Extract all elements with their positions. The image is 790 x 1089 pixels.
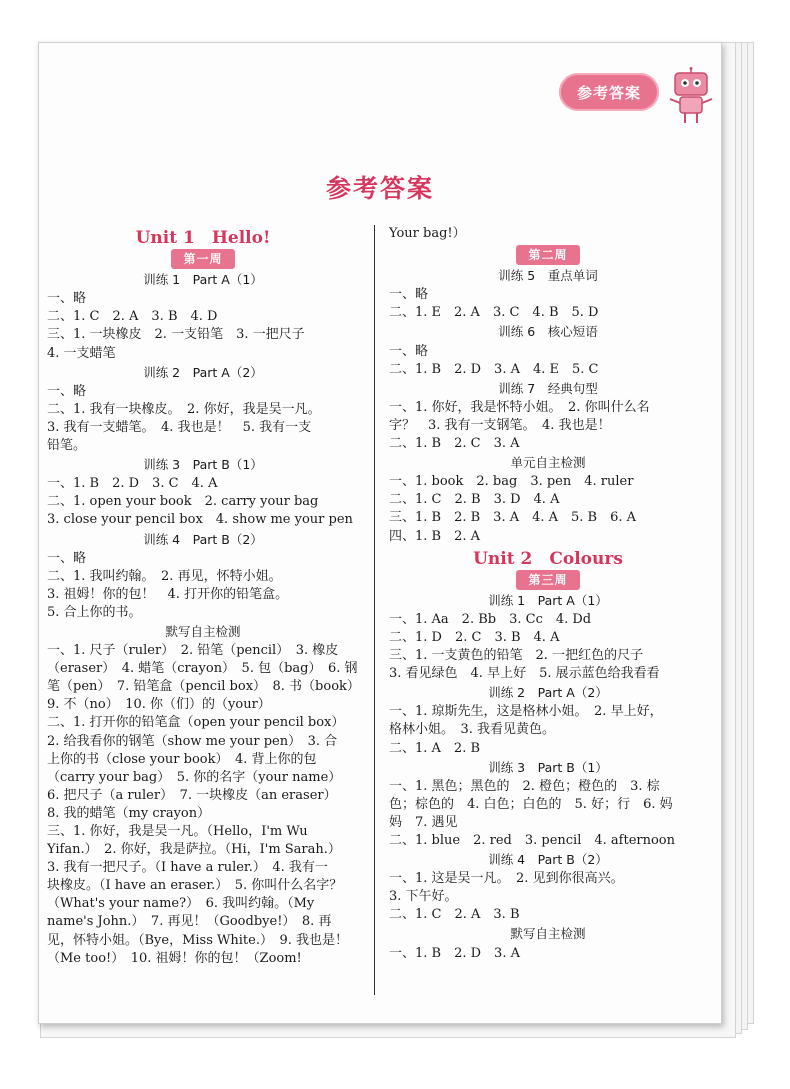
answer-line: 一、1. 尺子（ruler） 2. 铅笔（pencil） 3. 橡皮 bbox=[47, 643, 339, 659]
left-blocks bbox=[47, 271, 359, 968]
answer-line: 二、1. B 2. C 3. A bbox=[389, 436, 520, 452]
answer-line: 二、1. D 2. C 3. B 4. A bbox=[389, 629, 560, 645]
answer-line: 二、1. 我有一块橡皮。 2. 你好，我是吴一凡。 bbox=[47, 401, 321, 417]
section-heading: 训练 3 Part B（1） bbox=[143, 457, 263, 473]
answer-line: 一、1. 这是吴一凡。 2. 见到你很高兴。 bbox=[389, 871, 624, 887]
answer-line: 二、1. C 2. A 3. B bbox=[389, 907, 520, 923]
answer-line: 一、略 bbox=[389, 343, 429, 359]
section-heading: 训练 1 Part A（1） bbox=[143, 272, 263, 288]
answer-line: 2. 给我看你的钢笔（show me your pen） 3. 合 bbox=[47, 733, 338, 749]
answer-line: 二、1. blue 2. red 3. pencil 4. afternoon bbox=[389, 833, 675, 848]
answer-line: 三、1. B 2. B 3. A 4. A 5. B 6. A bbox=[389, 510, 637, 526]
right-blocks-week2 bbox=[389, 267, 707, 545]
answer-line: 3. 祖姆！你的包！ 4. 打开你的铅笔盒。 bbox=[47, 586, 289, 602]
answer-line: 铅笔。 bbox=[47, 438, 87, 454]
answer-line: 三、1. 一块橡皮 2. 一支铅笔 3. 一把尺子 bbox=[47, 327, 305, 343]
section-heading: 默写自主检测 bbox=[510, 926, 586, 942]
answer-line: 一、略 bbox=[47, 291, 87, 307]
answer-line: （carry your bag） 5. 你的名字（your name） bbox=[47, 769, 342, 785]
answer-line: 一、1. B 2. D 3. C 4. A bbox=[47, 476, 218, 492]
answer-line: 一、略 bbox=[389, 287, 429, 303]
answer-line: 上你的书（close your book） 4. 背上你的包 bbox=[47, 751, 317, 767]
answer-line: 一、1. book 2. bag 3. pen 4. ruler bbox=[389, 474, 634, 490]
right-column bbox=[389, 225, 707, 963]
intro-lines bbox=[389, 225, 707, 243]
answer-line: （What's your name?） 6. 我叫约翰。（My bbox=[47, 896, 315, 912]
answer-line: 三、1. 一支黄色的铅笔 2. 一把红色的尺子 bbox=[389, 648, 644, 664]
unit-heading: Unit 2 Colours bbox=[473, 548, 623, 569]
answer-line: 6. 把尺子（a ruler） 7. 一块橡皮（an eraser） bbox=[47, 787, 337, 803]
robot-mascot-icon bbox=[667, 67, 715, 127]
answer-line: 色；棕色的 4. 白色；白色的 5. 好；行 6. 妈 bbox=[389, 796, 673, 812]
left-column bbox=[47, 225, 359, 968]
answer-line: 3. 我有一把尺子。（I have a ruler.） 4. 我有一 bbox=[47, 860, 328, 876]
section-heading: 训练 2 Part A（2） bbox=[143, 364, 263, 380]
answer-page bbox=[38, 42, 722, 1024]
answer-line: 9. 不（no） 10. 你（们）的（your） bbox=[47, 697, 271, 713]
unit-heading: Unit 1 Hello! bbox=[135, 228, 271, 248]
answer-line: 二、1. 我叫约翰。 2. 再见，怀特小姐。 bbox=[47, 568, 282, 584]
page-title: 参考答案 bbox=[325, 174, 434, 203]
answer-line: 一、1. B 2. D 3. A bbox=[389, 945, 520, 961]
section-heading: 训练 6 核心短语 bbox=[498, 324, 598, 340]
answer-line: 8. 我的蜡笔（my crayon） bbox=[47, 805, 211, 821]
answer-line: 二、1. B 2. D 3. A 4. E 5. C bbox=[389, 361, 599, 377]
answer-line: 二、1. C 2. A 3. B 4. D bbox=[47, 309, 218, 325]
answer-line: 二、1. 打开你的铅笔盒（open your pencil box） bbox=[47, 715, 345, 731]
section-heading: 默写自主检测 bbox=[165, 623, 241, 639]
answer-line: 4. 一支蜡笔 bbox=[47, 345, 116, 361]
section-heading: 训练 4 Part B（2） bbox=[143, 531, 263, 547]
column-divider bbox=[374, 225, 375, 995]
answer-line: （eraser） 4. 蜡笔（crayon） 5. 包（bag） 6. 钢 bbox=[47, 661, 358, 677]
answer-line: 见，怀特小姐。（Bye，Miss White.） 9. 我也是！ bbox=[47, 932, 349, 948]
week-label: 第一周 bbox=[171, 249, 234, 269]
answer-line: 笔（pen） 7. 铅笔盒（pencil box） 8. 书（book） bbox=[47, 679, 360, 695]
section-heading: 单元自主检测 bbox=[510, 455, 586, 471]
week-label: 第二周 bbox=[516, 245, 579, 265]
answer-line: （Me too!） 10. 祖姆！你的包！（Zoom! bbox=[47, 950, 302, 966]
answer-line: 3. close your pencil box 4. show me your pen bbox=[47, 512, 353, 528]
answer-line: 一、1. Aa 2. Bb 3. Cc 4. Dd bbox=[389, 611, 592, 627]
section-heading: 训练 2 Part A（2） bbox=[488, 685, 608, 701]
answer-line: 格林小姐。 3. 我看见黄色。 bbox=[389, 722, 556, 738]
section-heading: 训练 1 Part A（1） bbox=[488, 592, 608, 608]
answer-line: name's John.） 7. 再见！（Goodbye!） 8. 再 bbox=[47, 914, 332, 930]
answer-line: 三、1. 你好，我是吴一凡。（Hello，I'm Wu bbox=[47, 824, 308, 839]
answer-line: 一、1. 黑色；黑色的 2. 橙色；橙色的 3. 棕 bbox=[389, 778, 660, 794]
answer-line: 二、1. C 2. B 3. D 4. A bbox=[389, 492, 560, 508]
answer-line: 一、略 bbox=[47, 550, 87, 566]
answer-line: 二、1. A 2. B bbox=[389, 740, 481, 756]
section-heading: 训练 4 Part B（2） bbox=[488, 852, 608, 868]
answer-line: 3. 下午好。 bbox=[389, 889, 458, 905]
section-heading: 训练 7 经典句型 bbox=[498, 380, 598, 396]
section-heading: 训练 5 重点单词 bbox=[498, 268, 598, 284]
answer-line: 二、1. E 2. A 3. C 4. B 5. D bbox=[389, 305, 599, 321]
answer-line: 块橡皮。（I have an eraser.） 5. 你叫什么名字？ bbox=[47, 878, 343, 894]
answer-line: 3. 看见绿色 4. 早上好 5. 展示蓝色给我看看 bbox=[389, 666, 660, 682]
section-heading: 训练 3 Part B（1） bbox=[488, 759, 608, 775]
answer-badge: 参考答案 bbox=[559, 73, 659, 111]
answer-line: 二、1. open your book 2. carry your bag bbox=[47, 494, 319, 510]
answer-line: 字？ 3. 我有一支钢笔。 4. 我也是！ bbox=[389, 417, 611, 433]
answer-line: Your bag!） bbox=[389, 226, 466, 241]
answer-line: 妈 7. 遇见 bbox=[389, 814, 458, 830]
answer-line: 四、1. B 2. A bbox=[389, 528, 481, 544]
answer-line: 一、1. 你好，我是怀特小姐。 2. 你叫什么名 bbox=[389, 399, 650, 415]
right-blocks-week3 bbox=[389, 592, 707, 963]
answer-line: Yifan.） 2. 你好，我是萨拉。（Hi，I'm Sarah.） bbox=[47, 842, 341, 858]
answer-line: 3. 我有一支蜡笔。 4. 我也是！ 5. 我有一支 bbox=[47, 419, 312, 435]
answer-line: 一、1. 琼斯先生，这是格林小姐。 2. 早上好， bbox=[389, 704, 663, 720]
answer-line: 一、略 bbox=[47, 383, 87, 399]
week-label: 第三周 bbox=[516, 570, 579, 590]
answer-line: 5. 合上你的书。 bbox=[47, 604, 142, 620]
